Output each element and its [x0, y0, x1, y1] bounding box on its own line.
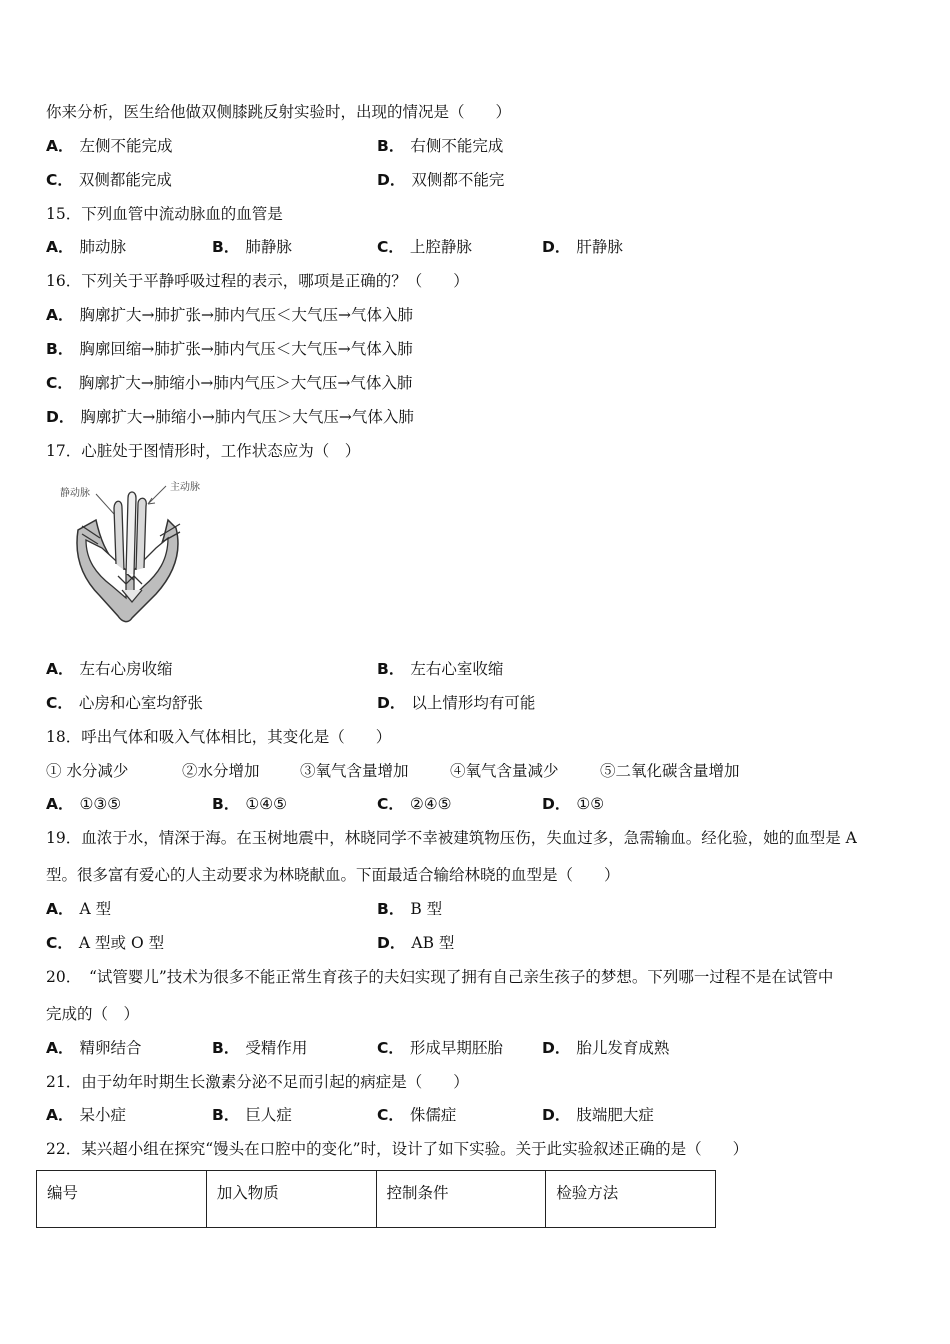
table-header-row	[37, 1171, 716, 1228]
option-text: 心房和心室均舒张	[78, 694, 203, 712]
option-key: A．	[46, 660, 74, 678]
q18-item-3: ③氧气含量增加	[300, 762, 409, 780]
option-text: 精卵结合	[79, 1039, 142, 1057]
option-text: ①④⑤	[245, 795, 288, 813]
q17-stem: 17．心脏处于图情形时，工作状态应为（ ）	[46, 442, 361, 460]
option-key: A．	[46, 238, 74, 256]
q14-option-c[interactable]	[46, 169, 172, 191]
option-key: D．	[542, 1039, 571, 1057]
option-text: 右侧不能完成	[410, 137, 504, 155]
q19-option-d[interactable]	[377, 932, 454, 954]
q14-option-d[interactable]	[377, 169, 504, 191]
q15-stem: 15．下列血管中流动脉血的血管是	[46, 205, 283, 223]
q22-stem: 22．某兴超小组在探究“馒头在口腔中的变化”时，设计了如下实验。关于此实验叙述正确的是（ ）	[46, 1140, 749, 1158]
q16-option-a[interactable]	[46, 304, 413, 326]
q14-option-b[interactable]	[377, 135, 503, 157]
option-text: 上腔静脉	[409, 238, 472, 256]
q20-option-d[interactable]	[542, 1037, 669, 1059]
q18-option-a[interactable]	[46, 793, 121, 815]
option-key: B．	[212, 1039, 240, 1057]
option-key: B．	[377, 900, 405, 918]
q14-stem: 你来分析，医生给他做双侧膝跳反射实验时，出现的情况是（ ）	[46, 103, 512, 121]
q21-option-c[interactable]	[377, 1104, 456, 1126]
option-text: AB 型	[411, 934, 455, 952]
q15-option-b[interactable]	[212, 236, 292, 258]
header-substance: 加入物质	[206, 1171, 376, 1228]
q18-item-1: ① 水分减少	[46, 762, 129, 780]
q19-option-b[interactable]	[377, 898, 442, 920]
label-line-left	[96, 494, 114, 514]
option-text: 胸廓扩大→肺缩小→肺内气压＞大气压→气体入肺	[78, 374, 413, 392]
option-text: ①③⑤	[79, 795, 122, 813]
q15-option-a[interactable]	[46, 236, 126, 258]
q15-option-d[interactable]	[542, 236, 623, 258]
option-key: B．	[46, 340, 74, 358]
option-text: 胸廓扩大→肺缩小→肺内气压＞大气压→气体入肺	[80, 408, 414, 426]
q18-option-d[interactable]	[542, 793, 604, 815]
q17-option-d[interactable]	[377, 692, 535, 714]
option-key: B．	[377, 660, 405, 678]
q19-option-c[interactable]	[46, 932, 164, 954]
q16-stem: 16．下列关于平静呼吸过程的表示，哪项是正确的？（ ）	[46, 272, 469, 290]
option-text: 肝静脉	[576, 238, 623, 256]
option-key: D．	[377, 934, 406, 952]
heart-diagram-figure	[56, 478, 216, 628]
option-text: A 型	[79, 900, 112, 918]
q20-option-c[interactable]	[377, 1037, 503, 1059]
option-key: C．	[377, 1106, 404, 1124]
option-text: 肺静脉	[245, 238, 292, 256]
figure-label-left: 静动脉	[60, 488, 90, 499]
option-text: 肺动脉	[79, 238, 127, 256]
q21-option-d[interactable]	[542, 1104, 654, 1126]
q16-option-d[interactable]	[46, 406, 414, 428]
option-key: C．	[377, 795, 404, 813]
q19-stem-line2: 型。很多富有爱心的人主动要求为林晓献血。下面最适合输给林晓的血型是（ ）	[46, 866, 620, 884]
option-key: D．	[377, 171, 406, 189]
option-text: ①⑤	[576, 795, 605, 813]
option-key: B．	[212, 795, 240, 813]
option-text: 侏儒症	[409, 1106, 457, 1124]
option-text: 双侧都不能完	[411, 171, 505, 189]
label-line-right	[148, 486, 166, 504]
q18-option-b[interactable]	[212, 793, 287, 815]
option-key: D．	[377, 694, 406, 712]
option-text: B 型	[410, 900, 443, 918]
q16-option-b[interactable]	[46, 338, 413, 360]
option-text: 呆小症	[79, 1106, 127, 1124]
option-key: B．	[212, 1106, 240, 1124]
option-key: C．	[46, 694, 73, 712]
figure-label-right: 主动脉	[170, 482, 200, 493]
q19-stem-line1: 19．血浓于水，情深于海。在玉树地震中，林晓同学不幸被建筑物压伤，失血过多，急需输血。经化验，她的血型是 A	[46, 829, 857, 847]
q15-option-c[interactable]	[377, 236, 472, 258]
option-key: C．	[46, 934, 73, 952]
option-text: 受精作用	[245, 1039, 308, 1057]
option-key: D．	[542, 795, 571, 813]
vessel-center	[126, 492, 136, 574]
option-key: C．	[46, 171, 73, 189]
option-key: B．	[377, 137, 405, 155]
vessel-left	[114, 501, 124, 570]
q21-stem: 21．由于幼年时期生长激素分泌不足而引起的病症是（ ）	[46, 1073, 469, 1091]
q18-stem: 18．呼出气体和吸入气体相比，其变化是（ ）	[46, 728, 392, 746]
option-text: 胸廓回缩→肺扩张→肺内气压＜大气压→气体入肺	[79, 340, 413, 358]
q20-option-b[interactable]	[212, 1037, 307, 1059]
option-key: A．	[46, 900, 74, 918]
q20-stem-line2: 完成的（ ）	[46, 1005, 140, 1023]
header-id: 编号	[37, 1171, 207, 1228]
q18-option-c[interactable]	[377, 793, 452, 815]
option-key: D．	[542, 1106, 571, 1124]
option-key: A．	[46, 1106, 74, 1124]
option-text: 形成早期胚胎	[409, 1039, 503, 1057]
q21-option-a[interactable]	[46, 1104, 126, 1126]
vessel-right	[136, 498, 146, 570]
option-text: 左右心房收缩	[79, 660, 173, 678]
q21-option-b[interactable]	[212, 1104, 292, 1126]
option-text: 肢端肥大症	[576, 1106, 654, 1124]
option-text: A 型或 O 型	[78, 934, 165, 952]
option-text: ②④⑤	[409, 795, 452, 813]
option-key: D．	[542, 238, 571, 256]
option-key: D．	[46, 408, 75, 426]
option-text: 左右心室收缩	[410, 660, 504, 678]
option-key: A．	[46, 795, 74, 813]
q17-option-a[interactable]	[46, 658, 173, 680]
q18-item-5: ⑤二氧化碳含量增加	[600, 762, 740, 780]
option-text: 胸廓扩大→肺扩张→肺内气压＜大气压→气体入肺	[79, 306, 413, 324]
option-key: C．	[377, 238, 404, 256]
q17-option-c[interactable]	[46, 692, 203, 714]
q20-stem-line1: 20． “试管婴儿”技术为很多不能正常生育孩子的夫妇实现了拥有自己亲生孩子的梦想。下列哪一过程不是在试管中	[46, 968, 834, 986]
q18-item-2: ②水分增加	[182, 762, 260, 780]
q18-item-4: ④氧气含量减少	[450, 762, 559, 780]
option-text: 左侧不能完成	[79, 137, 173, 155]
option-text: 胎儿发育成熟	[576, 1039, 670, 1057]
q19-option-a[interactable]	[46, 898, 111, 920]
option-key: A．	[46, 137, 74, 155]
option-key: B．	[212, 238, 240, 256]
option-text: 双侧都能完成	[78, 171, 172, 189]
option-text: 巨人症	[245, 1106, 292, 1124]
q17-option-b[interactable]	[377, 658, 503, 680]
option-key: A．	[46, 1039, 74, 1057]
option-key: C．	[46, 374, 73, 392]
option-key: A．	[46, 306, 74, 324]
option-text: 以上情形均有可能	[411, 694, 536, 712]
q16-option-c[interactable]	[46, 372, 412, 394]
experiment-table	[36, 1170, 716, 1228]
option-key: C．	[377, 1039, 404, 1057]
header-condition: 控制条件	[376, 1171, 546, 1228]
q14-option-a[interactable]	[46, 135, 173, 157]
header-method: 检验方法	[546, 1171, 716, 1228]
q20-option-a[interactable]	[46, 1037, 142, 1059]
